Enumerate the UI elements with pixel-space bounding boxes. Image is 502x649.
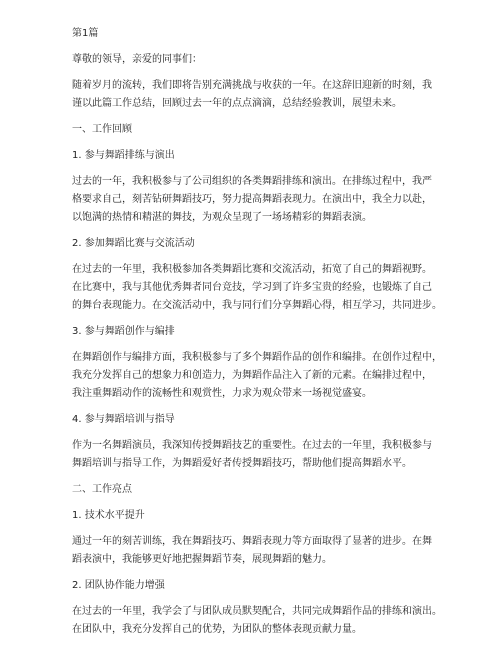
paragraph-line: 在过去的一年里，我学会了与团队成员默契配合，共同完成舞蹈作品的排练和演出。	[72, 606, 442, 617]
section-heading: 二、工作亮点	[72, 484, 132, 495]
item-heading: 3. 参与舞蹈创作与编排	[72, 326, 175, 337]
paragraph-line: 过去的一年，我积极参与了公司组织的各类舞蹈排练和演出。在排练过程中，我严	[72, 176, 432, 187]
greeting: 尊敬的领导，亲爱的同事们：	[72, 54, 202, 65]
paragraph-line: 格要求自己，刻苦钻研舞蹈技巧，努力提高舞蹈表现力。在演出中，我全力以赴，	[72, 194, 432, 205]
paragraph-line: 我注重舞蹈动作的流畅性和观赏性，力求为观众带来一场视觉盛宴。	[72, 388, 372, 399]
document-title: 第1篇	[72, 28, 99, 39]
paragraph-line: 在比赛中，我与其他优秀舞者同台竞技，学习到了许多宝贵的经验，也锻炼了自己	[72, 282, 432, 293]
paragraph-line: 舞蹈培训与指导工作，为舞蹈爱好者传授舞蹈技巧，帮助他们提高舞蹈水平。	[72, 458, 412, 469]
item-heading: 2. 团队协作能力增强	[72, 580, 165, 591]
section-heading: 一、工作回顾	[72, 124, 132, 135]
item-heading: 4. 参与舞蹈培训与指导	[72, 414, 175, 425]
item-heading: 1. 参与舞蹈排练与演出	[72, 150, 175, 161]
paragraph-line: 我充分发挥自己的想象力和创造力，为舞蹈作品注入了新的元素。在编排过程中，	[72, 370, 432, 381]
paragraph-line: 蹈表演中，我能够更好地把握舞蹈节奏，展现舞蹈的魅力。	[72, 554, 332, 565]
document-body	[72, 25, 442, 639]
paragraph-line: 的舞台表现能力。在交流活动中，我与同行们分享舞蹈心得，相互学习，共同进步。	[72, 300, 442, 311]
paragraph-line: 在团队中，我充分发挥自己的优势，为团队的整体表现贡献力量。	[72, 624, 362, 635]
paragraph-line: 以饱满的热情和精湛的舞技，为观众呈现了一场场精彩的舞蹈表演。	[72, 212, 372, 223]
paragraph-line: 在舞蹈创作与编排方面，我积极参与了多个舞蹈作品的创作和编排。在创作过程中，	[72, 352, 442, 363]
item-heading: 1. 技术水平提升	[72, 510, 145, 521]
paragraph-line: 在过去的一年里，我积极参加各类舞蹈比赛和交流活动，拓宽了自己的舞蹈视野。	[72, 264, 432, 275]
item-heading: 2. 参加舞蹈比赛与交流活动	[72, 238, 195, 249]
intro-line: 谨以此篇工作总结，回顾过去一年的点点滴滴，总结经验教训，展望未来。	[72, 98, 402, 109]
paragraph-line: 通过一年的刻苦训练，我在舞蹈技巧、舞蹈表现力等方面取得了显著的进步。在舞	[72, 536, 432, 547]
intro-line: 随着岁月的流转，我们即将告别充满挑战与收获的一年。在这辞旧迎新的时刻，我	[72, 80, 432, 91]
paragraph-line: 作为一名舞蹈演员，我深知传授舞蹈技艺的重要性。在过去的一年里，我积极参与	[72, 440, 432, 451]
